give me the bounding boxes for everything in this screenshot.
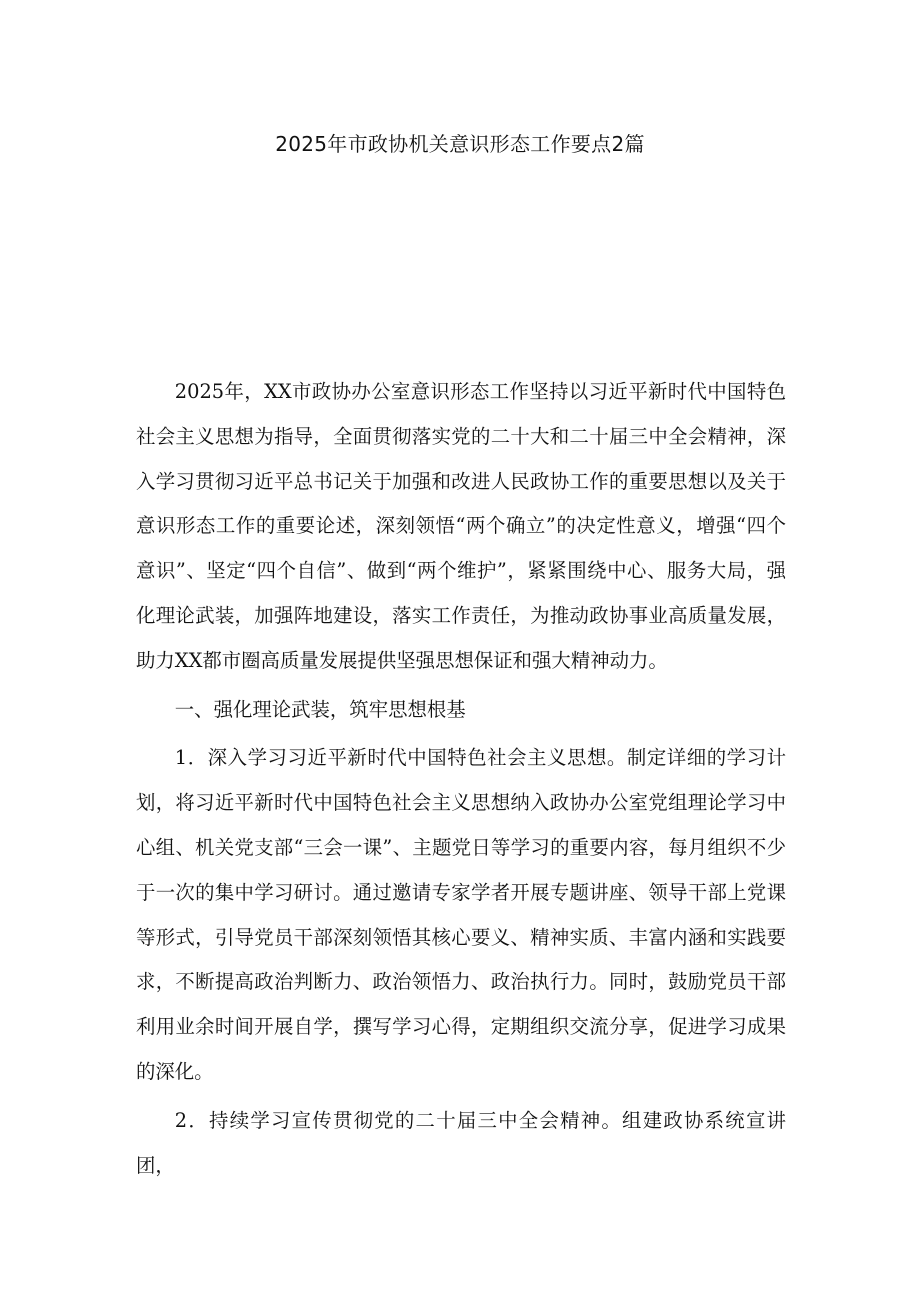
item-paragraph-1: 1．深入学习习近平新时代中国特色社会主义思想。制定详细的学习计划，将习近平新时代中国特色社会主义思想纳入政协办公室党组理论学习中心组、机关党支部“三会一课”、主题党日等学习的重要内容，每月组织不少于一次的集中学习研讨。通过邀请专家学者开展专题讲座、领导干部上党课等形式，引导党员干部深刻领悟其核心要义、精神实质、丰富内涵和实践要求，不断提高政治判断力、政治领悟力、政治执行力。同时，鼓励党员干部利用业余时间开展自学，撰写学习心得，定期组织交流分享，促进学习成果的深化。: [136, 746, 786, 1083]
intro-paragraph: 2025年，XX市政协办公室意识形态工作坚持以习近平新时代中国特色社会主义思想为指导，全面贯彻落实党的二十大和二十届三中全会精神，深入学习贯彻习近平总书记关于加强和改进人民政协工作的重要思想以及关于意识形态工作的重要论述，深刻领悟“两个确立”的决定性意义，增强“四个意识”、坚定“四个自信”、做到“两个维护”，紧紧围绕中心、服务大局，强化理论武装，加强阵地建设，落实工作责任，为推动政协事业高质量发展，助力XX都市圈高质量发展提供坚强思想保证和强大精神动力。: [136, 380, 786, 672]
item-paragraph-2: 2．持续学习宣传贯彻党的二十届三中全会精神。组建政协系统宣讲团，: [136, 1108, 786, 1177]
section-heading: 一、强化理论武装，筑牢思想根基: [174, 697, 466, 721]
document-title: 2025年市政协机关意识形态工作要点2篇: [275, 132, 645, 156]
document-body: [136, 370, 786, 1188]
